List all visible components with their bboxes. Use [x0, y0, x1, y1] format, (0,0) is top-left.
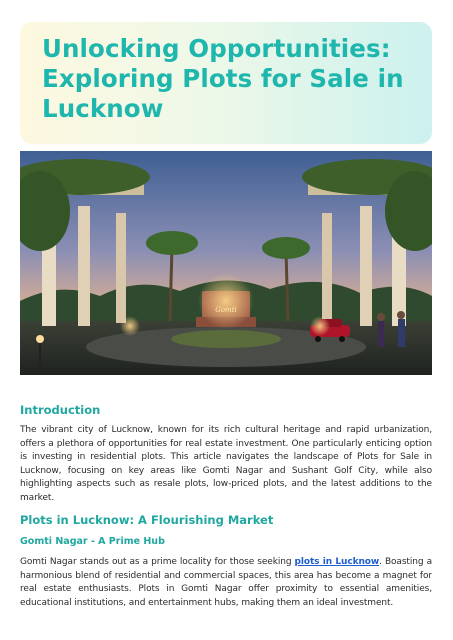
paragraph-text-end: . Boasting a harmonious blend of residential and commercial spaces, this area has become a magnet for real estate enthusiasts. Plots in Gomti Nagar offer proximity to essential amenities, educational institutions, and entertainment hubs, making them an ideal investment. [20, 557, 432, 608]
hero-sign-text: Gomti [215, 306, 237, 314]
plots-in-lucknow-link[interactable]: plots in Lucknow [294, 557, 380, 567]
title-banner [20, 22, 432, 144]
subheading-gomti-nagar: Gomti Nagar - A Prime Hub [20, 536, 165, 547]
introduction-paragraph: The vibrant city of Lucknow, known for its rich cultural heritage and rapid urbanization, offers a plethora of opportunities for real estate investment. One particularly enticing option is investing in residential plots. This article navigates the landscape of Plots for Sale in Lucknow, focusing on key areas like Gomti Nagar and Sushant Golf City, while also highlighting aspects such as resale plots, low-priced plots, and the latest additions to the market. [20, 425, 432, 503]
section-heading-plots-market: Plots in Lucknow: A Flourishing Market [20, 513, 274, 527]
paragraph-text-start: Gomti Nagar stands out as a prime locality for those seeking [20, 557, 295, 567]
hero-image [20, 151, 432, 375]
page-title: Unlocking Opportunities: Exploring Plots for Sale in Lucknow [42, 34, 404, 123]
gomti-nagar-paragraph [20, 556, 432, 610]
section-heading-introduction: Introduction [20, 403, 101, 417]
